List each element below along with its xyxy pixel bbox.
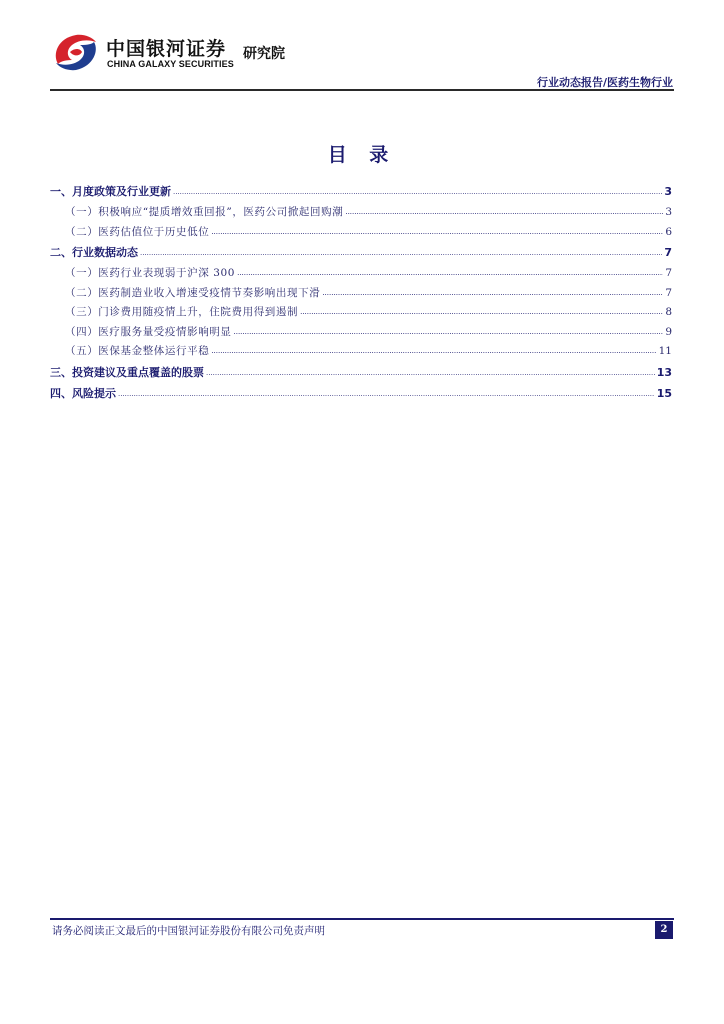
toc-dot-leader [322,286,663,298]
toc-entry-section-2-5[interactable] [50,343,672,363]
toc-entry-section-1-1[interactable] [50,204,672,224]
toc-entry-section-2-1[interactable] [50,265,672,285]
toc-dot-leader [140,245,662,258]
toc-entry-section-2-4[interactable] [50,324,672,344]
toc-entry-label: （一）医药行业表现弱于沪深 300 [65,267,236,279]
toc-dot-leader [206,365,655,378]
footer-divider [50,918,674,920]
report-type-label: 行业动态报告/医药生物行业 [536,76,673,89]
toc-entry-page: 8 [665,306,672,318]
table-of-contents [50,183,672,406]
toc-dot-leader [300,305,663,317]
toc-entry-label: （五）医保基金整体运行平稳 [65,345,210,357]
page-header [0,0,724,92]
toc-entry-label: （四）医疗服务量受疫情影响明显 [65,325,232,338]
toc-entry-section-1[interactable] [50,183,672,204]
toc-entry-label: 二、行业数据动态 [50,246,138,259]
toc-entry-section-4[interactable] [50,385,672,406]
toc-dot-leader [211,344,656,356]
toc-entry-page: 11 [658,345,672,357]
toc-entry-page: 3 [665,206,672,218]
toc-entry-section-2-2[interactable] [50,285,672,305]
toc-dot-leader [237,266,663,278]
brand-institute: 研究院 [243,46,285,62]
toc-dot-leader [345,205,663,217]
toc-entry-page: 9 [665,325,672,338]
toc-entry-page: 15 [656,386,672,400]
toc-entry-section-2[interactable] [50,244,672,265]
galaxy-swirl-logo-icon [50,30,100,74]
toc-entry-section-1-2[interactable] [50,224,672,244]
toc-entry-label: 三、投资建议及重点覆盖的股票 [50,365,204,379]
toc-entry-label: （三）门诊费用随疫情上升，住院费用得到遏制 [65,306,299,318]
toc-entry-label: 一、月度政策及行业更新 [50,185,171,198]
toc-entry-label: （一）积极响应“提质增效重回报”，医药公司掀起回购潮 [65,206,344,218]
brand-name-cn: 中国银河证券 [106,38,227,60]
toc-entry-page: 7 [664,246,672,259]
toc-entry-label: （二）医药估值位于历史低位 [65,225,210,238]
toc-dot-leader [234,325,664,337]
toc-entry-label: 四、风险提示 [50,386,116,400]
toc-entry-page: 7 [665,267,672,279]
footer-disclaimer: 请务必阅读正文最后的中国银河证券股份有限公司免责声明 [52,925,325,937]
header-divider [50,89,674,91]
page-number-badge: 2 [655,921,673,939]
toc-entry-section-2-3[interactable] [50,304,672,324]
toc-entry-label: （二）医药制造业收入增速受疫情节奏影响出现下滑 [65,286,321,299]
toc-dot-leader [211,225,663,237]
toc-entry-page: 3 [664,185,672,198]
toc-entry-page: 6 [665,225,672,238]
toc-title: 目 录 [327,144,397,166]
toc-entry-page: 13 [656,365,672,379]
toc-dot-leader [118,386,655,399]
toc-entry-page: 7 [665,286,672,299]
brand-name-en: CHINA GALAXY SECURITIES [107,59,234,69]
toc-dot-leader [173,184,662,197]
toc-entry-section-3[interactable] [50,364,672,385]
